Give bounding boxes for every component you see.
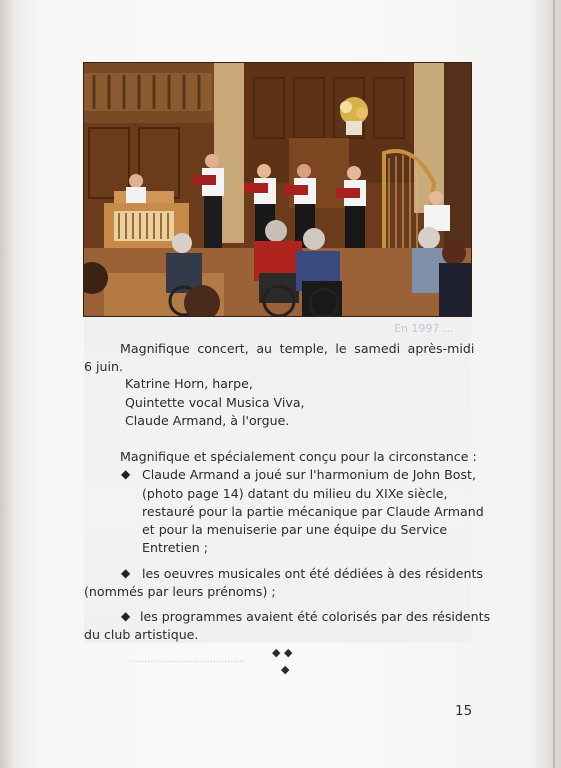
concert-photo-illustration <box>84 63 471 316</box>
bullet-line: (photo page 14) datant du milieu du XIXe siècle, <box>142 486 448 501</box>
bullet-line: (nommés par leurs prénoms) ; <box>84 584 276 599</box>
performer-line: Quintette vocal Musica Viva, <box>125 395 305 410</box>
bleed-through-text: En 1997 ... <box>394 322 454 335</box>
performer-line: Katrine Horn, harpe, <box>125 376 253 391</box>
bleed-through-text: ........................................ <box>130 655 245 665</box>
page-number: 15 <box>455 703 473 719</box>
diamond-bullet-icon: ◆ <box>121 566 131 580</box>
paragraph-line: Magnifique concert, au temple, le samedi après-midi <box>120 341 475 356</box>
concert-photo <box>84 63 471 316</box>
bullet-line: et pour la menuiserie par une équipe du Service <box>142 522 448 537</box>
bullet-line: restauré pour la partie mécanique par Claude Armand <box>142 504 484 519</box>
ornament-diamonds: ◆ ◆ <box>272 646 293 659</box>
bullet-line: Claude Armand a joué sur l'harmonium de John Bost, <box>142 467 476 482</box>
bullet-line: les oeuvres musicales ont été dédiées à des résidents <box>142 566 483 581</box>
bullet-line: du club artistique. <box>84 627 199 642</box>
paragraph-line: 6 juin. <box>84 359 123 374</box>
bullet-line: les programmes avaient été colorisés par des résidents <box>140 609 491 624</box>
bullet-line: Entretien ; <box>142 540 208 555</box>
performer-line: Claude Armand, à l'orgue. <box>125 413 290 428</box>
diamond-bullet-icon: ◆ <box>121 467 131 481</box>
paragraph-line: Magnifique et spécialement conçu pour la circonstance : <box>120 449 477 464</box>
page-edge <box>553 0 555 768</box>
ornament-diamond: ◆ <box>281 663 290 676</box>
diamond-bullet-icon: ◆ <box>121 609 131 623</box>
